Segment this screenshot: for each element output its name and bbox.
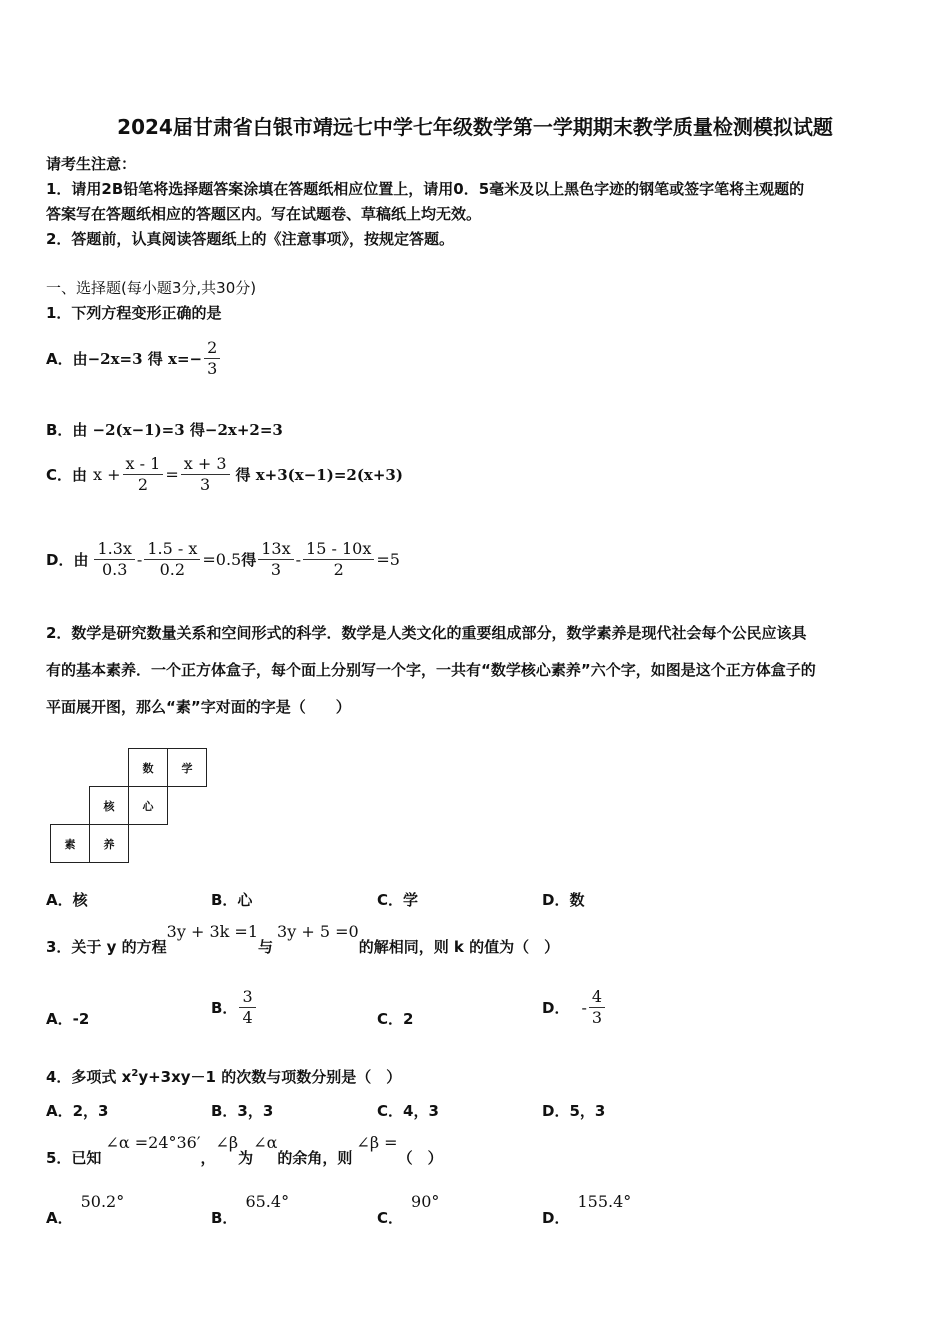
q1-d-fraction-1 bbox=[94, 539, 134, 580]
q5-stem bbox=[46, 1133, 443, 1169]
q3-option-d bbox=[542, 984, 607, 1030]
q3-stem bbox=[46, 922, 559, 964]
q3-mid: 与 bbox=[258, 938, 274, 956]
net-cell-xin: 心 bbox=[128, 786, 168, 825]
q2-option-c: C．学 bbox=[377, 891, 419, 909]
q4-stem-post: y+3xy－1 的次数与项数分别是（ ） bbox=[138, 1068, 402, 1086]
q3-b-den: 4 bbox=[242, 1007, 253, 1027]
q5-option-d bbox=[542, 1192, 631, 1228]
q1-c-x: x + bbox=[93, 464, 121, 484]
q1-d-fraction-3 bbox=[258, 539, 293, 580]
q1-c-label: C．由 bbox=[46, 465, 88, 484]
q1-d-f4-num: 15 - 10x bbox=[303, 539, 374, 560]
q1-d-f3-num: 13x bbox=[258, 539, 293, 560]
net-cell-shu: 数 bbox=[128, 748, 168, 787]
q5-b-value: 65.4° bbox=[245, 1192, 290, 1211]
q1-d-f2-num: 1.5 - x bbox=[144, 539, 200, 560]
net-cell-su: 素 bbox=[50, 824, 90, 863]
net-cell-xue: 学 bbox=[167, 748, 207, 787]
q3-d-fraction bbox=[589, 987, 605, 1028]
q5-a-value: 50.2° bbox=[80, 1192, 125, 1211]
q1-stem: 1．下列方程变形正确的是 bbox=[46, 304, 222, 322]
q5-option-b bbox=[211, 1192, 289, 1228]
q5-option-a bbox=[46, 1192, 124, 1228]
q2-option-d: D．数 bbox=[542, 891, 585, 909]
q1-b-expr: −2(x−1)=3 得−2x+2=3 bbox=[92, 421, 283, 439]
q2-option-b: B．心 bbox=[211, 891, 253, 909]
q1-c-equals: = bbox=[165, 464, 179, 484]
q5-beta: ∠β bbox=[215, 1133, 239, 1152]
q2-line-3: 平面展开图，那么“素”字对面的字是（ ） bbox=[46, 698, 351, 716]
q5-d-value: 155.4° bbox=[577, 1192, 632, 1211]
q2-line-1: 2．数学是研究数量关系和空间形式的科学．数学是人类文化的重要组成部分，数学素养是现代社会每个公民应该具 bbox=[46, 624, 807, 642]
q4-option-c: C．4，3 bbox=[377, 1102, 439, 1120]
q3-b-fraction bbox=[239, 987, 255, 1028]
q2-line-2: 有的基本素养．一个正方体盒子，每个面上分别写一个字，一共有“数学核心素养”六个字，如图是这个正方体盒子的 bbox=[46, 661, 816, 679]
q3-d-label: D． bbox=[542, 998, 570, 1017]
q3-equation-1: 3y + 3k =1 bbox=[166, 922, 259, 941]
q3-option-b bbox=[211, 984, 258, 1030]
q1-d-f2-den: 0.2 bbox=[159, 559, 186, 579]
q5-beta-eq: ∠β = bbox=[356, 1133, 398, 1152]
q4-option-b: B．3，3 bbox=[211, 1102, 274, 1120]
q1-b-label: B．由 bbox=[46, 421, 88, 439]
q1-option-d bbox=[46, 536, 400, 582]
q1-c-frac1-num: x - 1 bbox=[123, 454, 164, 475]
q5-a-label: A． bbox=[46, 1209, 73, 1227]
net-cell-he: 核 bbox=[89, 786, 129, 825]
q1-d-fraction-4 bbox=[303, 539, 374, 580]
q1-c-frac2-num: x + 3 bbox=[181, 454, 230, 475]
q1-option-a bbox=[46, 336, 222, 380]
q5-comma: ， bbox=[200, 1149, 216, 1167]
q3-d-minus: - bbox=[581, 997, 587, 1017]
q4-stem-sup: 2 bbox=[131, 1068, 139, 1079]
q3-option-c: C．2 bbox=[377, 1010, 414, 1028]
q5-b-label: B． bbox=[211, 1209, 238, 1227]
q1-d-minus-1: - bbox=[136, 549, 143, 569]
q5-c-value: 90° bbox=[411, 1192, 440, 1211]
q1-d-fraction-2 bbox=[144, 539, 200, 580]
q3-suffix: 的解相同，则 k 的值为（ ） bbox=[358, 938, 560, 956]
q4-stem bbox=[46, 1066, 401, 1087]
q5-wei: 为 bbox=[238, 1149, 254, 1167]
q4-option-a: A．2，3 bbox=[46, 1102, 109, 1120]
notes-line-2: 答案写在答题纸相应的答题区内。写在试题卷、草稿纸上均无效。 bbox=[46, 205, 482, 223]
q1-d-label: D．由 bbox=[46, 550, 89, 569]
q1-option-c bbox=[46, 452, 403, 496]
q3-d-num: 4 bbox=[589, 987, 605, 1008]
q1-d-minus-2: - bbox=[295, 549, 302, 569]
q5-c-label: C． bbox=[377, 1209, 404, 1227]
cube-net-figure bbox=[50, 748, 210, 863]
q5-alpha-expr: ∠α =24°36′ bbox=[105, 1133, 201, 1152]
q2-option-a: A．核 bbox=[46, 891, 88, 909]
q1-c-result: 得 x+3(x−1)=2(x+3) bbox=[235, 465, 403, 484]
notes-line-3: 2．答题前，认真阅读答题纸上的《注意事项》，按规定答题。 bbox=[46, 230, 454, 248]
q1-c-frac2-den: 3 bbox=[200, 474, 211, 494]
q1-a-frac-den: 3 bbox=[207, 358, 218, 378]
q1-d-f4-den: 2 bbox=[333, 559, 344, 579]
q3-option-a: A．-2 bbox=[46, 1010, 90, 1028]
q5-prefix: 5．已知 bbox=[46, 1149, 102, 1167]
q4-stem-pre: 4．多项式 x bbox=[46, 1068, 132, 1086]
q4-option-d: D．5，3 bbox=[542, 1102, 606, 1120]
q3-prefix: 3．关于 y 的方程 bbox=[46, 938, 167, 956]
q1-a-frac-num: 2 bbox=[204, 338, 220, 359]
section-heading: 一、选择题(每小题3分,共30分) bbox=[46, 279, 257, 297]
q1-a-expr: −2x=3 得 x=− bbox=[87, 349, 203, 368]
q5-paren: （ ） bbox=[397, 1149, 443, 1167]
q5-alpha: ∠α bbox=[253, 1133, 278, 1152]
q1-a-fraction bbox=[204, 338, 220, 379]
q1-option-b bbox=[46, 419, 283, 440]
page-title: 2024届甘肃省白银市靖远七中学七年级数学第一学期期末教学质量检测模拟试题 bbox=[117, 115, 833, 139]
q1-c-fraction-2 bbox=[181, 454, 230, 495]
q1-c-fraction-1 bbox=[123, 454, 164, 495]
q3-b-num: 3 bbox=[239, 987, 255, 1008]
q3-equation-2: 3y + 5 =0 bbox=[277, 922, 359, 941]
notes-heading: 请考生注意： bbox=[46, 155, 137, 173]
q1-d-eq-1: =0.5 bbox=[202, 549, 242, 569]
q5-yujiao: 的余角，则 bbox=[277, 1149, 353, 1167]
q1-d-de: 得 bbox=[241, 550, 257, 569]
notes-line-1: 1．请用2B铅笔将选择题答案涂填在答题纸相应位置上，请用0．5毫米及以上黑色字迹的钢笔或签字笔将主观题的 bbox=[46, 180, 805, 198]
q5-option-c bbox=[377, 1192, 439, 1228]
q1-d-f3-den: 3 bbox=[270, 559, 282, 579]
q5-d-label: D． bbox=[542, 1209, 570, 1227]
q1-c-frac1-den: 2 bbox=[137, 474, 149, 494]
q1-d-f1-num: 1.3x bbox=[94, 539, 134, 560]
q3-d-den: 3 bbox=[591, 1007, 603, 1027]
q1-d-f1-den: 0.3 bbox=[101, 559, 128, 579]
q1-d-eq-2: =5 bbox=[376, 549, 400, 569]
q1-a-label: A．由 bbox=[46, 349, 88, 368]
net-cell-yang: 养 bbox=[89, 824, 129, 863]
q3-b-label: B． bbox=[211, 998, 238, 1017]
